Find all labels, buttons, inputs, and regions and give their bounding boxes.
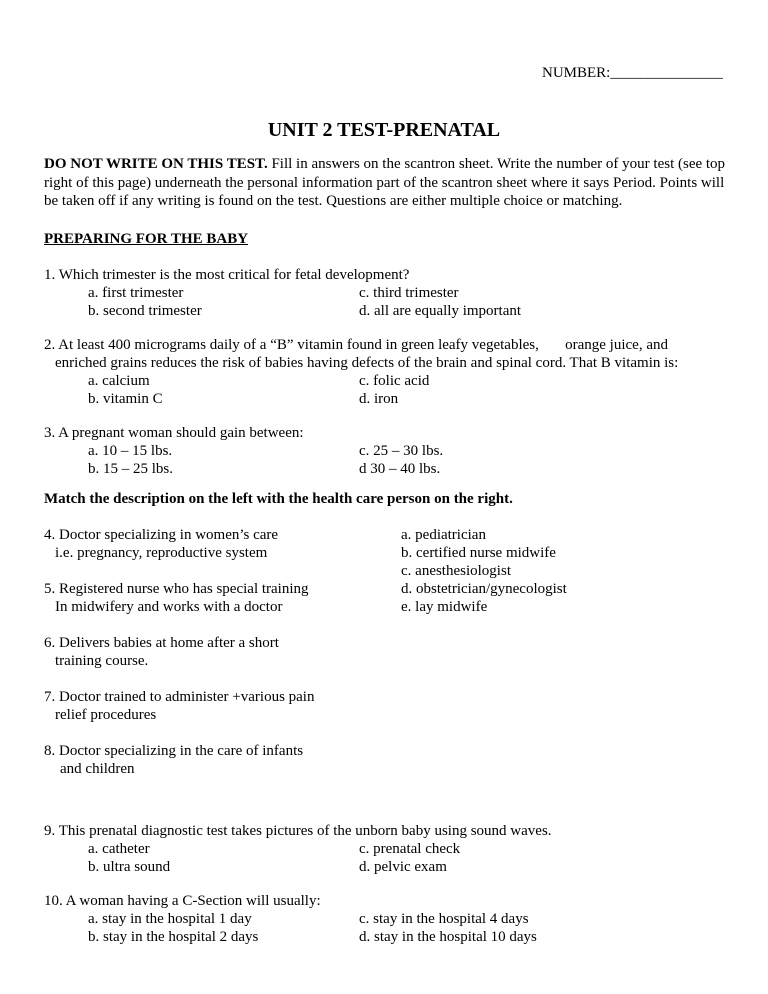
q1-option-d: d. all are equally important <box>359 303 522 319</box>
match-item-8: 8. Doctor specializing in the care of infants <box>44 743 304 759</box>
match-item-5: 5. Registered nurse who has special training <box>44 581 309 597</box>
q10-option-c: c. stay in the hospital 4 days <box>359 911 529 927</box>
match-item-6: 6. Delivers babies at home after a short <box>44 635 279 651</box>
q3-option-a: a. 10 – 15 lbs. <box>88 443 173 459</box>
q10-option-a: a. stay in the hospital 1 day <box>88 911 252 927</box>
q1-option-c: c. third trimester <box>359 285 459 301</box>
q10-option-b: b. stay in the hospital 2 days <box>88 929 259 945</box>
question-2-cont: enriched grains reduces the risk of babies having defects of the brain and spinal cord. That B vitamin is: <box>55 355 679 371</box>
match-option-a: a. pediatrician <box>401 527 486 543</box>
page-title: UNIT 2 TEST-PRENATAL <box>267 119 501 141</box>
q3-option-d: d 30 – 40 lbs. <box>359 461 441 477</box>
instructions-text: Fill in answers on the scantron sheet. Write the number of your test (see top right of this page) underneath the personal information part of the scantron sheet where it says Period. Points will be taken off if any writing is found on the test. Questions are either multiple choice or matching. <box>44 156 726 209</box>
q1-option-b: b. second trimester <box>88 303 202 319</box>
q2-option-b: b. vitamin C <box>88 391 163 407</box>
match-item-6-cont: training course. <box>55 653 149 669</box>
test-number-field: NUMBER:_______________ <box>542 65 723 81</box>
question-1: 1. Which trimester is the most critical for fetal development? <box>44 267 410 283</box>
section-heading: PREPARING FOR THE BABY <box>44 231 249 247</box>
matching-instruction: Match the description on the left with the health care person on the right. <box>44 491 513 507</box>
match-item-4: 4. Doctor specializing in women’s care <box>44 527 279 543</box>
q9-option-d: d. pelvic exam <box>359 859 447 875</box>
match-item-7: 7. Doctor trained to administer +various pain <box>44 689 315 705</box>
match-option-c: c. anesthesiologist <box>401 563 511 579</box>
match-item-5-cont: In midwifery and works with a doctor <box>55 599 283 615</box>
q9-option-b: b. ultra sound <box>88 859 171 875</box>
question-3: 3. A pregnant woman should gain between: <box>44 425 304 441</box>
q2-option-c: c. folic acid <box>359 373 430 389</box>
instructions <box>44 155 734 211</box>
match-item-7-cont: relief procedures <box>55 707 157 723</box>
match-item-8-cont: and children <box>60 761 135 777</box>
q9-option-a: a. catheter <box>88 841 150 857</box>
q9-option-c: c. prenatal check <box>359 841 461 857</box>
match-option-b: b. certified nurse midwife <box>401 545 556 561</box>
q2-option-a: a. calcium <box>88 373 150 389</box>
match-item-4-cont: i.e. pregnancy, reproductive system <box>55 545 268 561</box>
q3-option-b: b. 15 – 25 lbs. <box>88 461 174 477</box>
instructions-warning: DO NOT WRITE ON THIS TEST. <box>44 156 268 172</box>
match-option-e: e. lay midwife <box>401 599 488 615</box>
q2-option-d: d. iron <box>359 391 399 407</box>
question-9: 9. This prenatal diagnostic test takes pictures of the unborn baby using sound waves. <box>44 823 552 839</box>
q3-option-c: c. 25 – 30 lbs. <box>359 443 444 459</box>
q10-option-d: d. stay in the hospital 10 days <box>359 929 537 945</box>
q1-option-a: a. first trimester <box>88 285 184 301</box>
match-option-d: d. obstetrician/gynecologist <box>401 581 567 597</box>
question-10: 10. A woman having a C-Section will usually: <box>44 893 321 909</box>
question-2: 2. At least 400 micrograms daily of a “B” vitamin found in green leafy vegetables, orange juice, and <box>44 337 668 353</box>
